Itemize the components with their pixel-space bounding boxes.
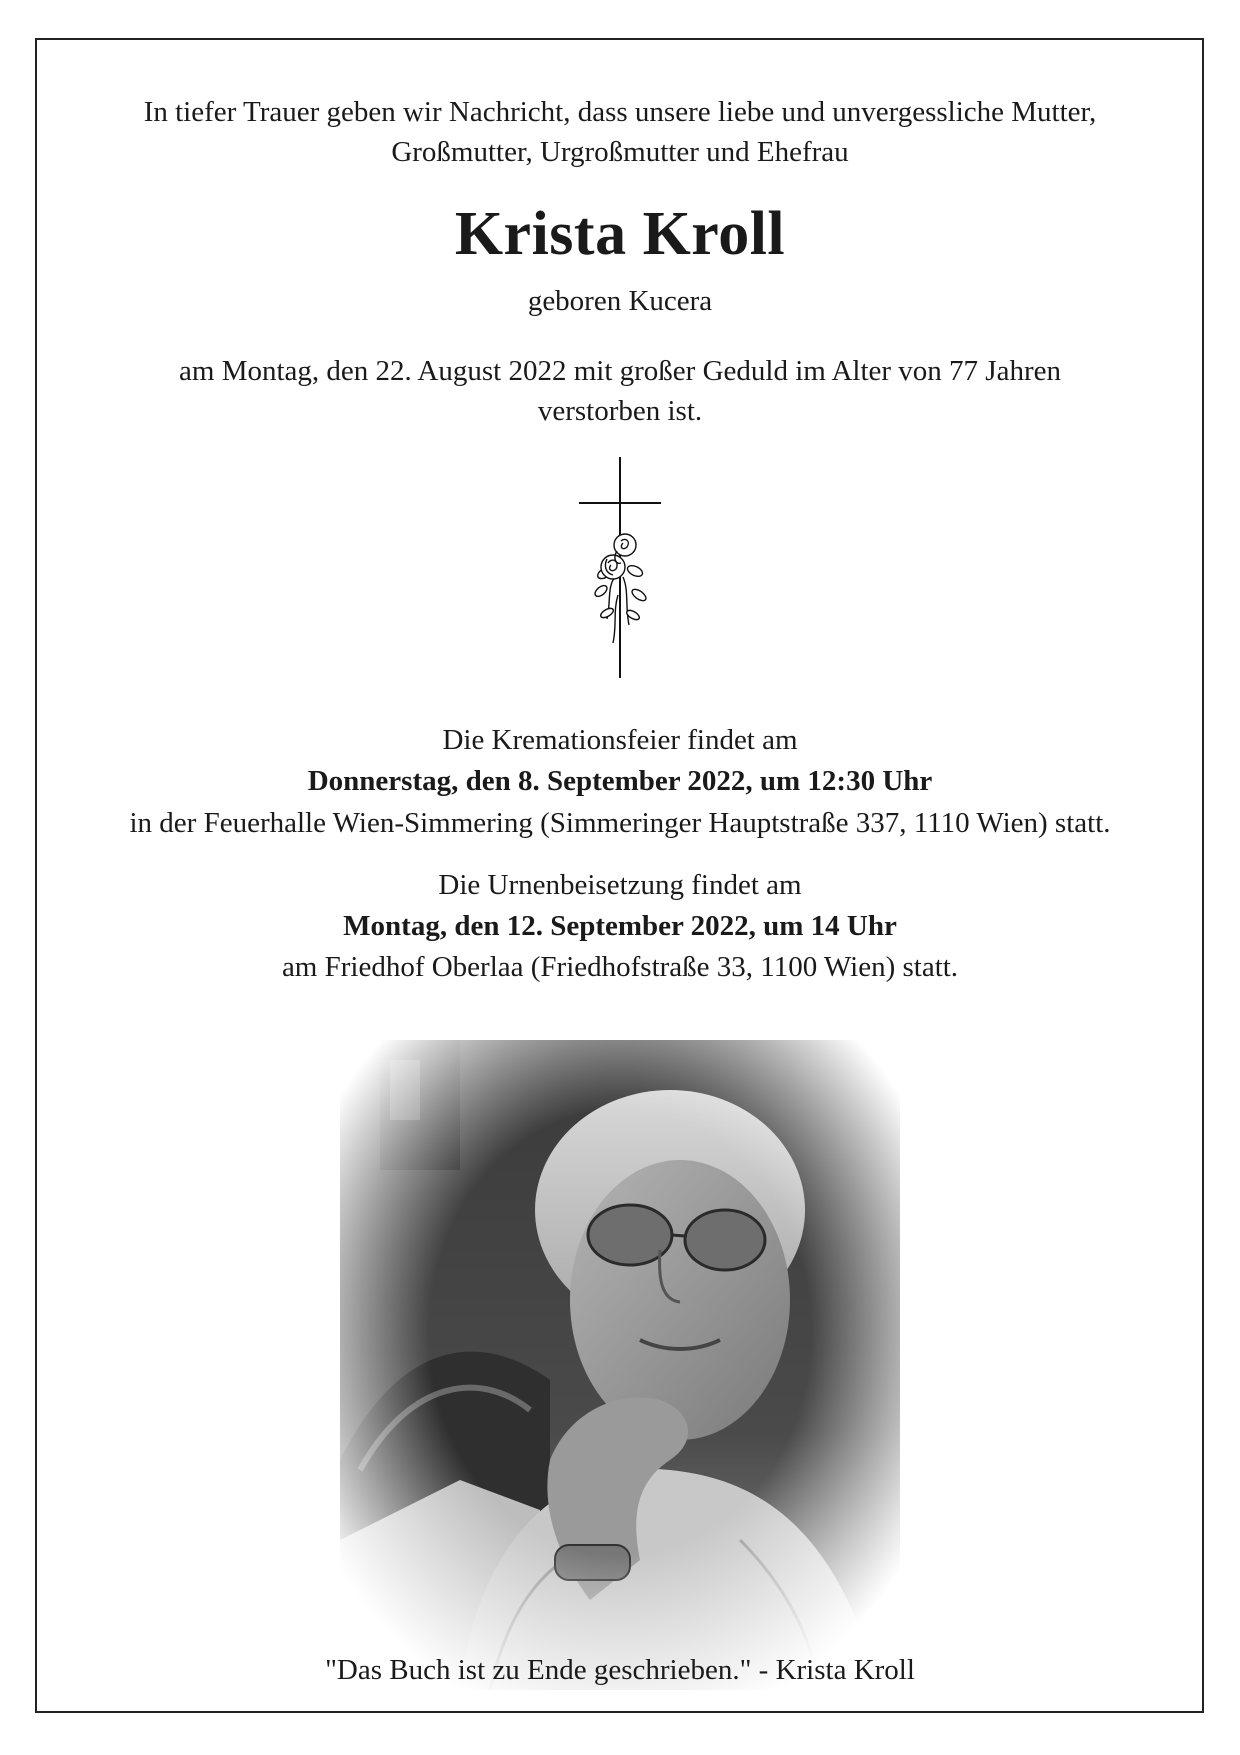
deceased-name: Krista Kroll bbox=[454, 200, 786, 268]
intro-line-1: In tiefer Trauer geben wir Nachricht, dass unsere liebe und unvergessliche Mutter, bbox=[143, 96, 1097, 128]
burial-intro: Die Urnenbeisetzung findet am bbox=[438, 869, 802, 901]
burial-datetime: Montag, den 12. September 2022, um 14 Uhr bbox=[343, 910, 897, 942]
cremation-location: in der Feuerhalle Wien-Simmering (Simmeringer Hauptstraße 337, 1110 Wien) statt. bbox=[129, 807, 1111, 839]
cremation-datetime: Donnerstag, den 8. September 2022, um 12:30 Uhr bbox=[307, 765, 933, 797]
portrait-photo bbox=[340, 1040, 900, 1690]
death-line-1: am Montag, den 22. August 2022 mit großer Geduld im Alter von 77 Jahren bbox=[179, 355, 1061, 387]
burial-location: am Friedhof Oberlaa (Friedhofstraße 33, 1100 Wien) statt. bbox=[281, 951, 959, 983]
closing-quote: "Das Buch ist zu Ende geschrieben." - Krista Kroll bbox=[325, 1654, 915, 1686]
intro-line-2: Großmutter, Urgroßmutter und Ehefrau bbox=[391, 136, 849, 168]
cross-with-roses-icon bbox=[577, 455, 663, 680]
death-line-2: verstorben ist. bbox=[537, 395, 703, 427]
maiden-name: geboren Kucera bbox=[527, 285, 713, 317]
cremation-intro: Die Kremationsfeier findet am bbox=[442, 724, 798, 756]
